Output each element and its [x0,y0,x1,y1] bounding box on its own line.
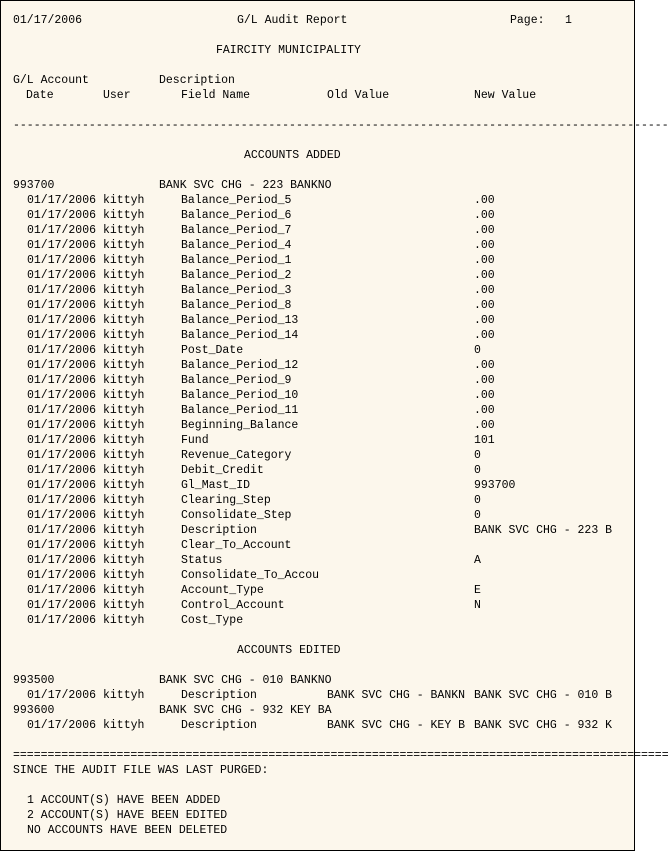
summary-deleted: NO ACCOUNTS HAVE BEEN DELETED [27,824,228,837]
detail-row [13,223,634,238]
row-user: kittyh [103,599,145,612]
row-user: kittyh [103,434,145,447]
detail-row [13,298,634,313]
row-user: kittyh [103,329,145,342]
row-user: kittyh [103,614,145,627]
summary-added: 1 ACCOUNT(S) HAVE BEEN ADDED [27,794,221,807]
row-user: kittyh [103,539,145,552]
detail-row [13,328,634,343]
row-new-value: .00 [474,419,495,432]
row-user: kittyh [103,389,145,402]
row-field: Post_Date [181,344,244,357]
detail-row [13,343,634,358]
row-field: Beginning_Balance [181,419,299,432]
account-number: 993700 [13,179,55,192]
summary-line [13,793,634,808]
row-new-value: .00 [474,329,495,342]
detail-row [13,508,634,523]
row-user: kittyh [103,239,145,252]
detail-row [13,583,634,598]
detail-row [13,538,634,553]
row-field: Balance_Period_4 [181,239,292,252]
col-user: User [103,89,131,102]
page-number: 1 [565,14,572,27]
row-field: Balance_Period_3 [181,284,292,297]
row-new-value: .00 [474,254,495,267]
row-new-value: N [474,599,481,612]
row-date: 01/17/2006 [27,494,97,507]
edited-section-title-line [13,643,634,658]
row-new-value: E [474,584,481,597]
detail-row [13,358,634,373]
row-date: 01/17/2006 [27,554,97,567]
detail-row [13,403,634,418]
row-date: 01/17/2006 [27,434,97,447]
row-date: 01/17/2006 [27,269,97,282]
detail-row [13,313,634,328]
detail-row [13,463,634,478]
row-old-value: BANK SVC CHG - KEY B [327,719,466,732]
row-field: Balance_Period_8 [181,299,292,312]
row-user: kittyh [103,494,145,507]
detail-row [13,433,634,448]
account-number: 993500 [13,674,55,687]
account-number: 993600 [13,704,55,717]
row-field: Revenue_Category [181,449,292,462]
row-field: Cost_Type [181,614,244,627]
row-new-value: .00 [474,224,495,237]
row-field: Balance_Period_6 [181,209,292,222]
row-field: Gl_Mast_ID [181,479,251,492]
row-user: kittyh [103,569,145,582]
row-date: 01/17/2006 [27,224,97,237]
row-field: Description [181,719,257,732]
row-date: 01/17/2006 [27,479,97,492]
row-new-value: .00 [474,194,495,207]
row-date: 01/17/2006 [27,284,97,297]
summary-line [13,808,634,823]
detail-row [13,418,634,433]
row-date: 01/17/2006 [27,509,97,522]
row-field: Control_Account [181,599,285,612]
row-date: 01/17/2006 [27,419,97,432]
col-gl-account: G/L Account [13,74,89,87]
summary-edited: 2 ACCOUNT(S) HAVE BEEN EDITED [27,809,228,822]
row-user: kittyh [103,479,145,492]
equals-divider: =============================================================================================== [13,749,669,762]
row-date: 01/17/2006 [27,464,97,477]
row-user: kittyh [103,689,145,702]
row-user: kittyh [103,224,145,237]
row-new-value: 0 [474,509,481,522]
row-date: 01/17/2006 [27,329,97,342]
row-new-value: .00 [474,269,495,282]
row-user: kittyh [103,209,145,222]
row-field: Status [181,554,223,567]
row-field: Balance_Period_5 [181,194,292,207]
row-new-value: BANK SVC CHG - 010 B [474,689,613,702]
row-field: Clearing_Step [181,494,271,507]
row-field: Balance_Period_14 [181,329,299,342]
column-header-row-1 [13,73,634,88]
row-new-value: .00 [474,209,495,222]
edited-section-title: ACCOUNTS EDITED [237,644,341,657]
row-field: Balance_Period_13 [181,314,299,327]
row-old-value: BANK SVC CHG - BANKN [327,689,466,702]
row-user: kittyh [103,449,145,462]
row-new-value: 0 [474,344,481,357]
row-field: Balance_Period_7 [181,224,292,237]
row-new-value: .00 [474,389,495,402]
row-user: kittyh [103,254,145,267]
row-user: kittyh [103,344,145,357]
col-date: Date [26,89,54,102]
detail-row [13,283,634,298]
row-date: 01/17/2006 [27,239,97,252]
row-date: 01/17/2006 [27,569,97,582]
row-field: Balance_Period_2 [181,269,292,282]
summary-title: SINCE THE AUDIT FILE WAS LAST PURGED: [13,764,269,777]
account-row [13,673,634,688]
detail-row [13,613,634,628]
detail-row [13,688,634,703]
row-new-value: BANK SVC CHG - 932 K [474,719,613,732]
row-date: 01/17/2006 [27,314,97,327]
row-field: Clear_To_Account [181,539,292,552]
row-user: kittyh [103,719,145,732]
row-new-value: .00 [474,404,495,417]
organization-name: FAIRCITY MUNICIPALITY [216,44,361,57]
added-section-title: ACCOUNTS ADDED [244,149,341,162]
detail-row [13,373,634,388]
row-date: 01/17/2006 [27,374,97,387]
col-old-value: Old Value [327,89,390,102]
detail-row [13,448,634,463]
report-date: 01/17/2006 [13,14,83,27]
row-user: kittyh [103,314,145,327]
row-field: Consolidate_To_Accou [181,569,320,582]
row-date: 01/17/2006 [27,404,97,417]
row-new-value: .00 [474,374,495,387]
row-date: 01/17/2006 [27,254,97,267]
row-new-value: .00 [474,284,495,297]
row-date: 01/17/2006 [27,359,97,372]
row-field: Account_Type [181,584,264,597]
row-date: 01/17/2006 [27,599,97,612]
row-new-value: .00 [474,359,495,372]
detail-row [13,193,634,208]
account-description: BANK SVC CHG - 223 BANKNO [159,179,332,192]
column-header-row-2 [13,88,634,103]
row-new-value: 0 [474,449,481,462]
row-user: kittyh [103,359,145,372]
row-new-value: .00 [474,239,495,252]
row-new-value: 0 [474,494,481,507]
row-field: Balance_Period_9 [181,374,292,387]
account-description: BANK SVC CHG - 010 BANKNO [159,674,332,687]
row-date: 01/17/2006 [27,299,97,312]
detail-row [13,553,634,568]
row-field: Balance_Period_1 [181,254,292,267]
report-header-line [13,13,634,28]
row-date: 01/17/2006 [27,194,97,207]
row-date: 01/17/2006 [27,389,97,402]
row-user: kittyh [103,509,145,522]
row-user: kittyh [103,524,145,537]
account-row [13,178,634,193]
row-field: Fund [181,434,209,447]
row-user: kittyh [103,584,145,597]
detail-row [13,568,634,583]
detail-row [13,238,634,253]
detail-row [13,718,634,733]
row-user: kittyh [103,299,145,312]
row-new-value: BANK SVC CHG - 223 B [474,524,613,537]
row-user: kittyh [103,284,145,297]
added-section-title-line [13,148,634,163]
detail-row [13,598,634,613]
account-description: BANK SVC CHG - 932 KEY BA [159,704,332,717]
detail-row [13,493,634,508]
col-field-name: Field Name [181,89,251,102]
row-user: kittyh [103,194,145,207]
row-new-value: 101 [474,434,495,447]
summary-title-line [13,763,634,778]
row-date: 01/17/2006 [27,614,97,627]
col-new-value: New Value [474,89,537,102]
row-date: 01/17/2006 [27,689,97,702]
row-field: Debit_Credit [181,464,264,477]
row-field: Balance_Period_12 [181,359,299,372]
detail-row [13,523,634,538]
row-user: kittyh [103,554,145,567]
row-user: kittyh [103,269,145,282]
row-date: 01/17/2006 [27,539,97,552]
row-user: kittyh [103,419,145,432]
report-title: G/L Audit Report [237,14,348,27]
account-row [13,703,634,718]
page-label: Page: [510,14,545,27]
detail-row [13,478,634,493]
row-date: 01/17/2006 [27,344,97,357]
row-field: Consolidate_Step [181,509,292,522]
detail-row [13,253,634,268]
row-date: 01/17/2006 [27,584,97,597]
row-field: Balance_Period_11 [181,404,299,417]
row-date: 01/17/2006 [27,209,97,222]
summary-line [13,823,634,838]
detail-row [13,208,634,223]
row-date: 01/17/2006 [27,449,97,462]
col-description: Description [159,74,235,87]
row-field: Description [181,689,257,702]
detail-row [13,388,634,403]
row-new-value: 993700 [474,479,516,492]
row-date: 01/17/2006 [27,524,97,537]
dash-divider: ----------------------------------------------------------------------------------------------- [13,119,669,132]
organization-line [13,43,634,58]
row-field: Description [181,524,257,537]
row-user: kittyh [103,404,145,417]
row-user: kittyh [103,374,145,387]
row-new-value: .00 [474,299,495,312]
detail-row [13,268,634,283]
row-field: Balance_Period_10 [181,389,299,402]
row-date: 01/17/2006 [27,719,97,732]
row-user: kittyh [103,464,145,477]
row-new-value: A [474,554,481,567]
row-new-value: .00 [474,314,495,327]
row-new-value: 0 [474,464,481,477]
